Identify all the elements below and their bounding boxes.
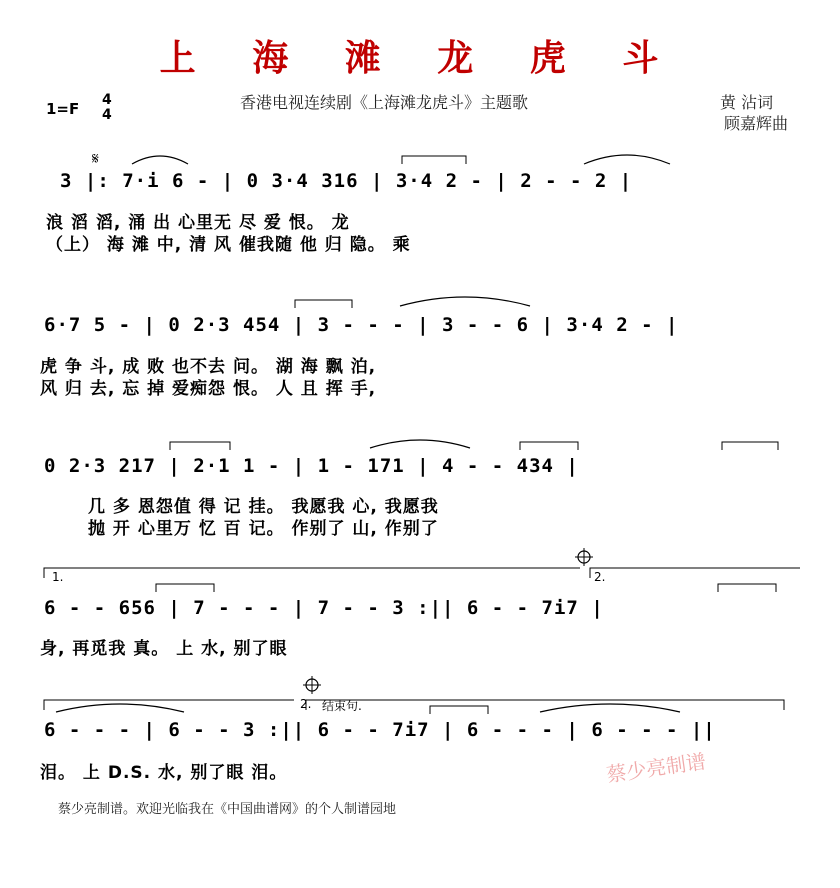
lyric-row-4: 身, 再觅我 真。 上 水, 别了眼 — [40, 639, 288, 659]
song-title: 上 海 滩 龙 虎 斗 — [159, 38, 681, 79]
lyric-row-5: 泪。 上 D.S. 水, 别了眼 泪。 — [40, 763, 288, 783]
footer-note: 蔡少亮制谱。欢迎光临我在《中国曲谱网》的个人制谱园地 — [58, 802, 397, 817]
notation-row-3: 0 2·3 217 | 2·1 1 - | 1 - 171 | 4 - - 434 | — [44, 455, 579, 477]
subtitle: 香港电视连续剧《上海滩龙虎斗》主题歌 — [240, 93, 529, 112]
lyric-row-3-verse-2: 抛 开 心里万 忆 百 记。 作别了 山, 作别了 — [88, 519, 439, 539]
ending-text: 结束句. — [322, 699, 362, 713]
second-ending-label: 2. — [594, 570, 606, 584]
composer-credit: 顾嘉辉曲 — [724, 114, 789, 133]
notation-row-4: 6 - - 656 | 7 - - - | 7 - - 3 :|| 6 - - 7i7 | — [44, 597, 604, 619]
lyric-row-2-verse-2: 风 归 去, 忘 掉 爱痴怨 恨。 人 且 挥 手, — [40, 379, 377, 399]
lyric-row-1-verse-2: （上） 海 滩 中, 清 风 催我随 他 归 隐。 乘 — [46, 235, 411, 255]
watermark: 蔡少亮制谱 — [605, 749, 708, 787]
notation-row-2: 6·7 5 - | 0 2·3 454 | 3 - - - | 3 - - 6 | 3·4 2 - | — [44, 314, 679, 336]
lyricist-credit: 黄 沾词 — [720, 93, 774, 112]
notation-row-5: 6 - - - | 6 - - 3 :|| 6 - - 7i7 | 6 - - - | 6 - - - || — [44, 719, 716, 741]
notation-row-1: 3 |: 7·i 6 - | 0 3·4 316 | 3·4 2 - | 2 - - 2 | — [60, 170, 633, 192]
first-ending-label: 1. — [52, 570, 64, 584]
key-signature: 1=F — [46, 100, 80, 118]
lyric-row-3-verse-1: 几 多 恩怨值 得 记 挂。 我愿我 心, 我愿我 — [88, 497, 439, 517]
lyric-row-2-verse-1: 虎 争 斗, 成 败 也不去 问。 湖 海 飘 泊, — [40, 357, 377, 377]
time-signature-top: 4 — [102, 92, 112, 108]
time-signature-bottom: 4 — [102, 107, 112, 123]
ending-label: 2. — [300, 697, 312, 711]
lyric-row-1-verse-1: 浪 滔 滔, 涌 出 心里无 尽 爱 恨。 龙 — [46, 213, 350, 233]
segno-icon: 𝄋 — [92, 149, 99, 168]
